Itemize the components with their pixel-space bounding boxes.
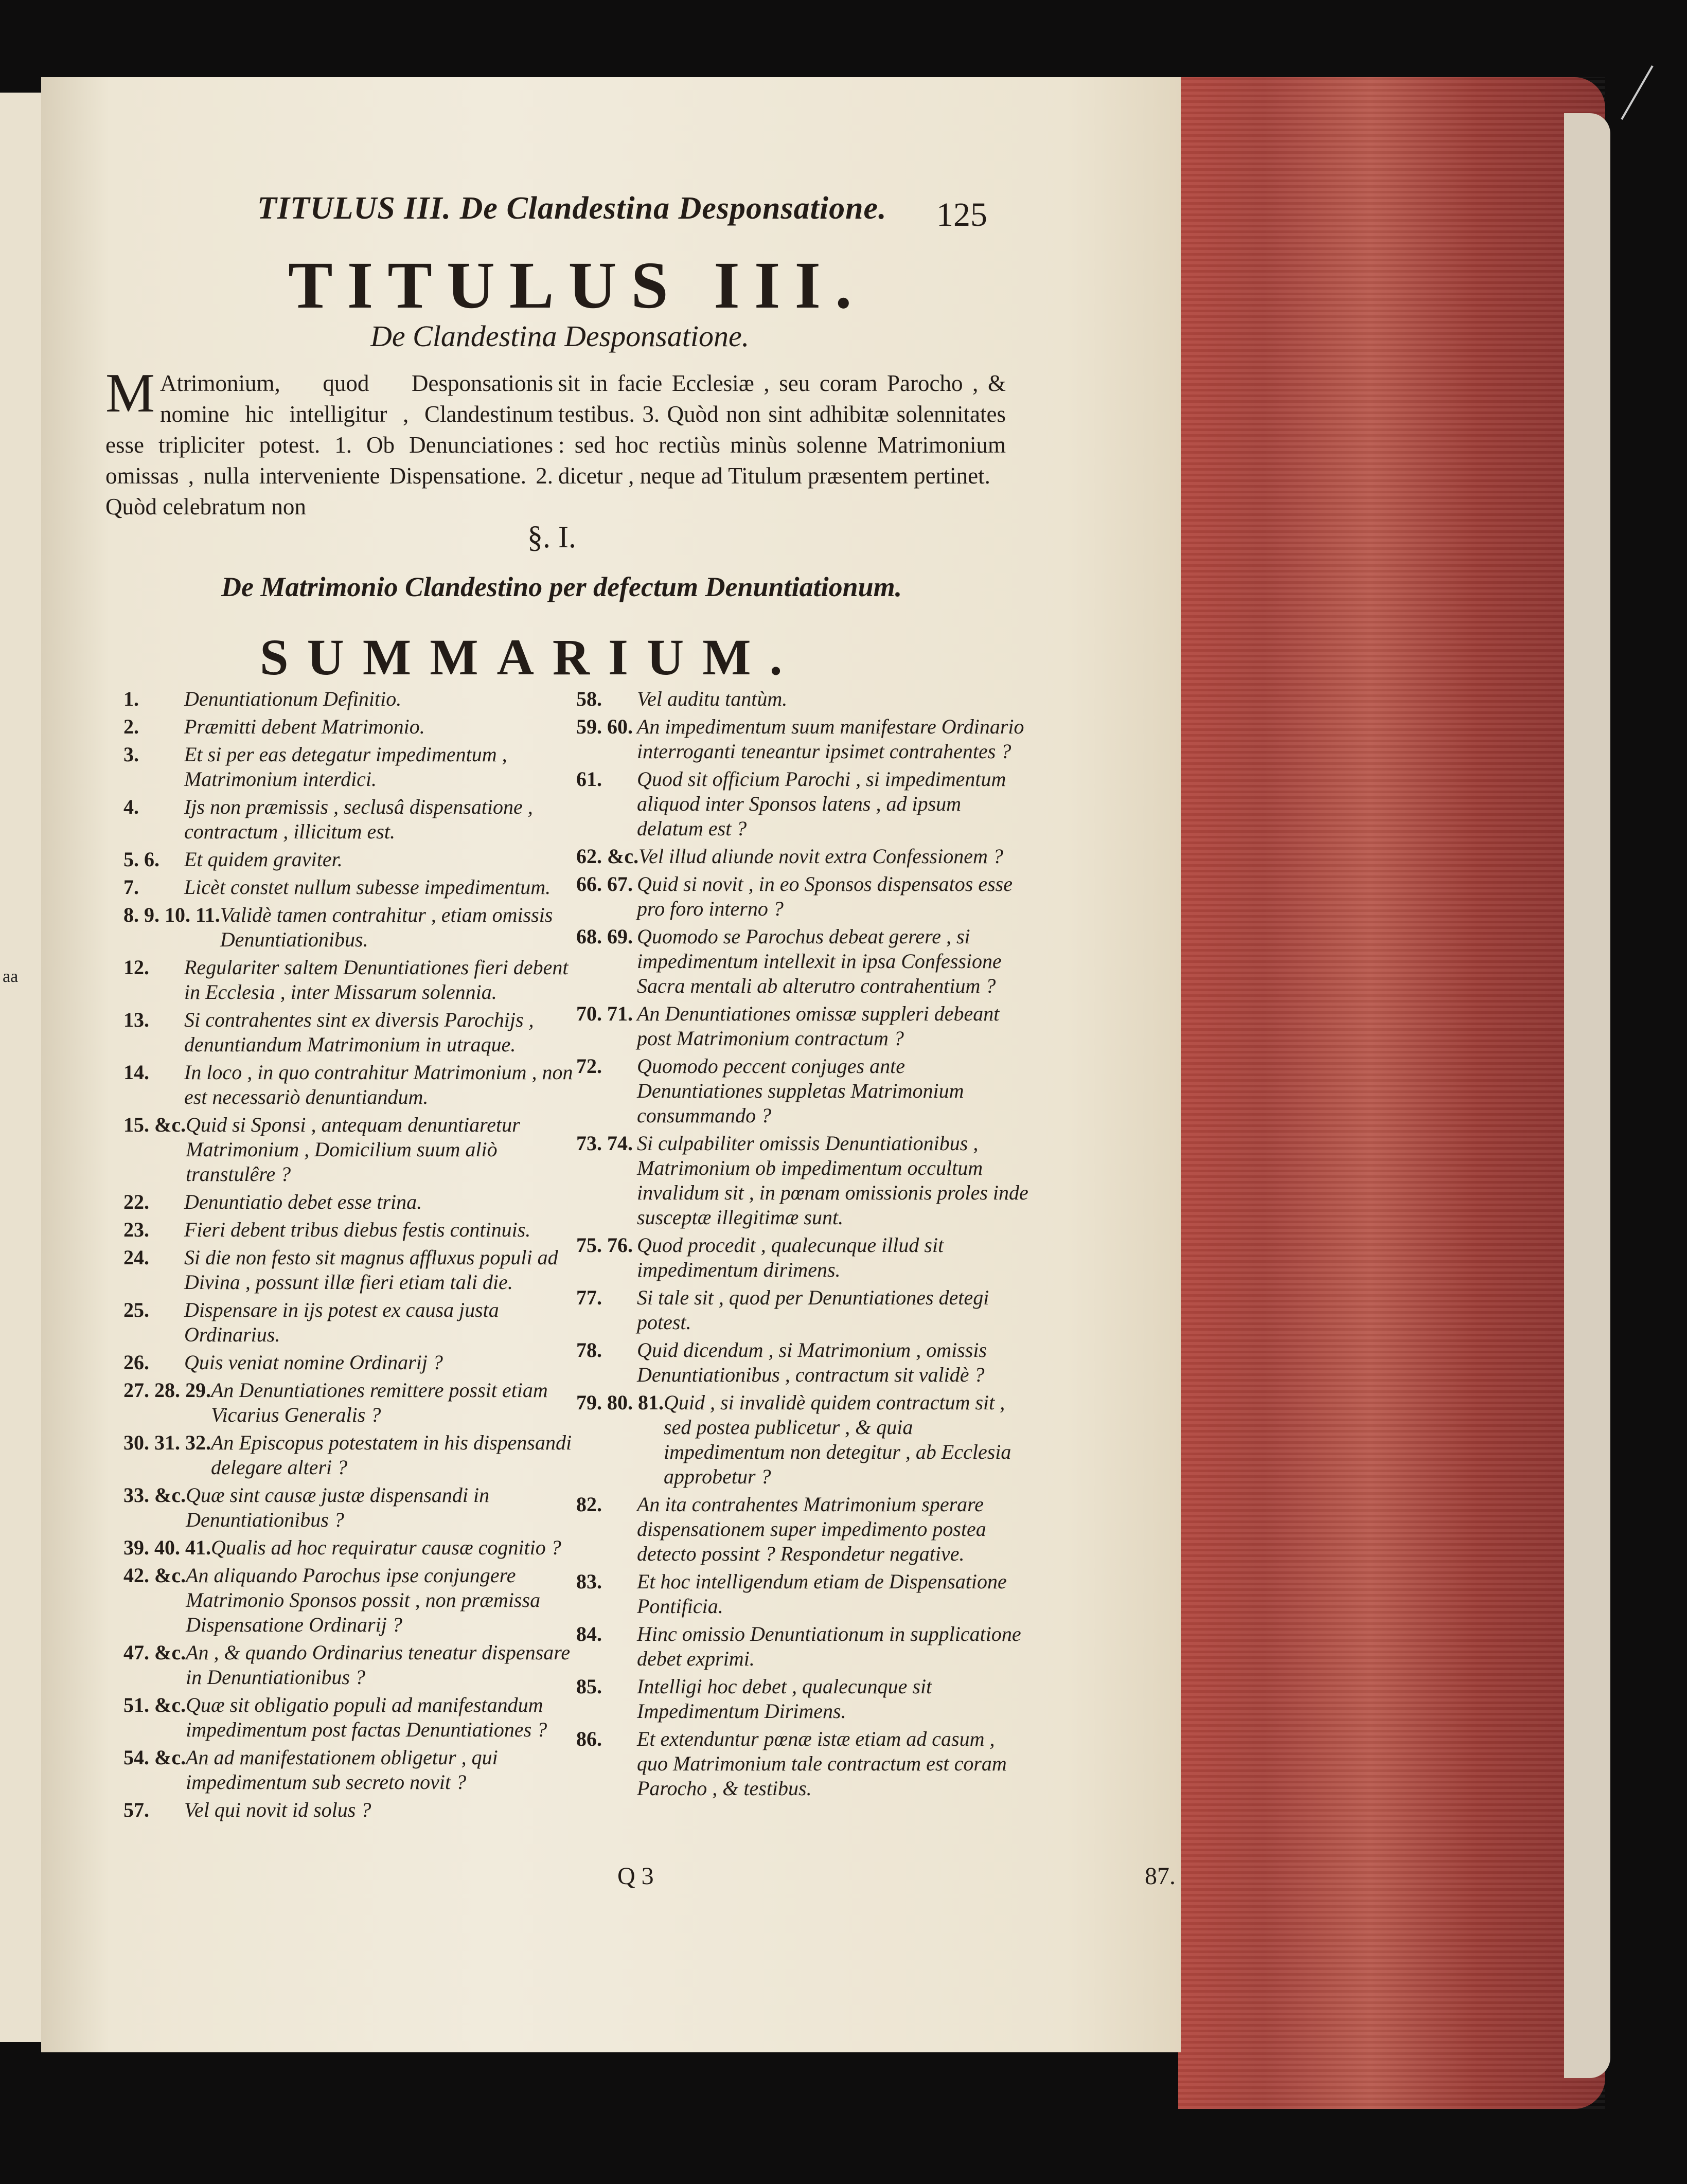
summary-entry bbox=[123, 742, 576, 792]
summary-entry-number: 33. &c. bbox=[123, 1483, 186, 1507]
summary-entry bbox=[123, 1060, 576, 1109]
summary-entry bbox=[576, 1001, 1029, 1051]
summary-entry bbox=[576, 767, 1029, 841]
summary-entry bbox=[123, 847, 576, 872]
summary-entry-number: 3. bbox=[123, 743, 139, 766]
summary-entry-number: 57. bbox=[123, 1798, 149, 1821]
summary-entry-text: Qualis ad hoc requiratur causæ cognitio ? bbox=[211, 1536, 561, 1559]
corner-mark bbox=[1621, 65, 1653, 120]
summary-entry-number: 12. bbox=[123, 956, 149, 979]
running-head: TITULUS III. De Clandestina Desponsatione. bbox=[257, 191, 887, 226]
book-cover-edge bbox=[1564, 113, 1610, 2078]
summary-entry bbox=[576, 1054, 1029, 1128]
summary-entry bbox=[576, 1338, 1029, 1387]
summarium-heading: SUMMARIUM. bbox=[260, 629, 801, 686]
summary-entry-number: 84. bbox=[576, 1622, 602, 1645]
summary-entry bbox=[576, 1233, 1029, 1282]
summary-entry-number: 54. &c. bbox=[123, 1746, 186, 1769]
summary-entry-text: Regulariter saltem Denuntiationes fieri debent in Ecclesia , inter Missarum solennia. bbox=[184, 956, 569, 1004]
summary-entry-number: 68. 69. bbox=[576, 925, 633, 948]
summary-entry-number: 77. bbox=[576, 1286, 602, 1309]
summary-entry-number: 61. bbox=[576, 767, 602, 791]
summary-entry bbox=[576, 714, 1029, 764]
summary-entry-text: Dispensare in ijs potest ex causa justa Ordinarius. bbox=[184, 1298, 499, 1346]
summary-entry-number: 59. 60. bbox=[576, 715, 633, 738]
summary-entry bbox=[123, 1113, 576, 1187]
summary-entry bbox=[123, 1483, 576, 1532]
paragraph-mark: §. I. bbox=[527, 520, 576, 554]
summary-column-left bbox=[123, 687, 576, 1825]
summary-entry-text: Quid si novit , in eo Sponsos dispensatos esse pro foro interno ? bbox=[637, 872, 1013, 920]
summary-entry-text: Quod sit officium Parochi , si impedimentum aliquod inter Sponsos latens , ad ipsum delatum est ? bbox=[637, 767, 1006, 840]
summary-entry-number: 66. 67. bbox=[576, 872, 633, 896]
summary-entry-text: An aliquando Parochus ipse conjungere Matrimonio Sponsos possit , non præmissa Dispensatione Ordinarij ? bbox=[186, 1564, 541, 1636]
summary-entry-text: Quid dicendum , si Matrimonium , omissis Denuntiationibus , contractum sit validè ? bbox=[637, 1338, 987, 1386]
summary-entry-number: 13. bbox=[123, 1008, 149, 1031]
summary-entry-text: Si tale sit , quod per Denuntiationes detegi potest. bbox=[637, 1286, 989, 1334]
intro-paragraph-left bbox=[105, 363, 553, 522]
summary-entry bbox=[123, 1693, 576, 1742]
summary-entry-number: 1. bbox=[123, 687, 139, 710]
summary-entry-number: 72. bbox=[576, 1054, 602, 1078]
summary-entry-text: An Episcopus potestatem in his dispensandi delegare alteri ? bbox=[211, 1431, 572, 1479]
summary-entry bbox=[123, 1190, 576, 1214]
summary-entry-number: 51. &c. bbox=[123, 1693, 186, 1716]
summary-entry-text: Quomodo se Parochus debeat gerere , si impedimentum intellexit in ipsa Confessione Sacra mentali ab alterutro contrahentium ? bbox=[637, 925, 1002, 997]
summary-entry bbox=[123, 687, 576, 711]
summary-entry-number: 27. 28. 29. bbox=[123, 1379, 211, 1402]
summary-entry-number: 78. bbox=[576, 1338, 602, 1362]
summary-entry-text: Vel qui novit id solus ? bbox=[184, 1798, 371, 1821]
signature-mark: Q 3 bbox=[617, 1863, 654, 1890]
summary-entry-text: In loco , in quo contrahitur Matrimonium , non est necessariò denuntiandum. bbox=[184, 1061, 573, 1108]
summary-entry-number: 24. bbox=[123, 1246, 149, 1269]
summary-entry bbox=[123, 1745, 576, 1795]
summary-entry-number: 39. 40. 41. bbox=[123, 1536, 211, 1559]
summary-entry-text: An Denuntiationes omissæ suppleri debeant post Matrimonium contractum ? bbox=[637, 1002, 1000, 1050]
summary-entry-number: 8. 9. 10. 11. bbox=[123, 903, 220, 926]
intro-paragraph-right: sit in facie Ecclesiæ , seu coram Parocho , & testibus. 3. Quòd non sint adhibitæ solennitates : sed hoc rectiùs minùs solenne Matrimonium dicetur , neque ad Titulum præsentem pertinet. bbox=[558, 370, 1006, 489]
summary-entry-number: 23. bbox=[123, 1218, 149, 1241]
summary-entry-text: Quomodo peccent conjuges ante Denuntiationes suppletas Matrimonium consummando ? bbox=[637, 1054, 964, 1127]
summary-entry bbox=[576, 924, 1029, 998]
summary-entry-number: 4. bbox=[123, 795, 139, 818]
summary-entry-text: Denuntiationum Definitio. bbox=[184, 687, 402, 710]
summary-entry-text: Quæ sit obligatio populi ad manifestandum impedimentum post factas Denuntiationes ? bbox=[186, 1693, 547, 1741]
summary-entry-number: 26. bbox=[123, 1351, 149, 1374]
summary-entry-text: Si contrahentes sint ex diversis Parochijs , denuntiandum Matrimonium in utraque. bbox=[184, 1008, 534, 1056]
summary-entry bbox=[576, 1727, 1029, 1801]
summary-entry-number: 62. &c. bbox=[576, 845, 639, 868]
summary-entry-number: 86. bbox=[576, 1727, 602, 1750]
summary-entry-text: Et extenduntur pœnæ istæ etiam ad casum , quo Matrimonium tale contractum est coram Parocho , & testibus. bbox=[637, 1727, 1007, 1800]
summary-entry bbox=[123, 1298, 576, 1347]
book-fore-edge bbox=[1178, 77, 1605, 2109]
summary-entry-number: 5. 6. bbox=[123, 848, 159, 871]
page-title: TITULUS III. bbox=[288, 248, 866, 323]
summary-entry-text: Validè tamen contrahitur , etiam omissis Denuntiationibus. bbox=[220, 903, 553, 951]
summary-entry-text: An ita contrahentes Matrimonium sperare dispensationem super impedimento postea detecto possint ? Respondetur negative. bbox=[637, 1493, 986, 1565]
summary-entry-text: Vel auditu tantùm. bbox=[637, 687, 788, 710]
summary-entry-text: Et si per eas detegatur impedimentum , Matrimonium interdici. bbox=[184, 743, 507, 791]
summary-entry bbox=[123, 1535, 576, 1560]
summary-entry-number: 73. 74. bbox=[576, 1132, 633, 1155]
summary-entry bbox=[123, 1245, 576, 1295]
summary-entry-text: An ad manifestationem obligetur , qui impedimentum sub secreto novit ? bbox=[186, 1746, 498, 1794]
summary-entry bbox=[576, 872, 1029, 921]
summary-entry-text: Ijs non præmissis , seclusâ dispensatione , contractum , illicitum est. bbox=[184, 795, 533, 843]
summary-entry bbox=[123, 955, 576, 1005]
summary-entry-text: Quid si Sponsi , antequam denuntiaretur Matrimonium , Domicilium suum aliò transtulêre ? bbox=[186, 1113, 520, 1186]
summary-entry bbox=[123, 1378, 576, 1427]
summary-entry bbox=[576, 687, 1029, 711]
summary-entry-number: 15. &c. bbox=[123, 1113, 186, 1136]
summary-entry-text: Quod procedit , qualecunque illud sit impedimentum dirimens. bbox=[637, 1233, 944, 1281]
summary-entry bbox=[123, 1640, 576, 1690]
summary-entry-text: Præmitti debent Matrimonio. bbox=[184, 715, 425, 738]
summary-entry-text: An Denuntiationes remittere possit etiam Vicarius Generalis ? bbox=[211, 1379, 548, 1426]
summary-entry-number: 42. &c. bbox=[123, 1564, 186, 1587]
drop-cap: M bbox=[105, 363, 155, 424]
summary-entry bbox=[576, 1569, 1029, 1619]
summary-entry-text: Intelligi hoc debet , qualecunque sit Impedimentum Dirimens. bbox=[637, 1675, 932, 1723]
summary-entry-text: Et hoc intelligendum etiam de Dispensatione Pontificia. bbox=[637, 1570, 1007, 1618]
summary-entry-number: 22. bbox=[123, 1190, 149, 1213]
summary-entry-number: 25. bbox=[123, 1298, 149, 1321]
summary-entry-text: Quis veniat nomine Ordinarij ? bbox=[184, 1351, 443, 1374]
summary-entry bbox=[123, 1563, 576, 1637]
summary-entry-number: 7. bbox=[123, 875, 139, 899]
summary-entry bbox=[123, 875, 576, 900]
page-subtitle: De Clandestina Desponsatione. bbox=[370, 319, 750, 353]
summary-entry-number: 82. bbox=[576, 1493, 602, 1516]
summary-entry-text: Hinc omissio Denuntiationum in supplicatione debet exprimi. bbox=[637, 1622, 1021, 1670]
summary-entry bbox=[123, 1798, 576, 1822]
summary-entry bbox=[576, 1390, 1029, 1489]
summary-entry-number: 58. bbox=[576, 687, 602, 710]
summary-entry bbox=[123, 1218, 576, 1242]
summary-entry bbox=[576, 1674, 1029, 1724]
summary-entry-text: Si die non festo sit magnus affluxus populi ad Divina , possunt illæ fieri etiam tali die. bbox=[184, 1246, 558, 1294]
summary-entry-number: 30. 31. 32. bbox=[123, 1431, 211, 1454]
summary-entry-number: 85. bbox=[576, 1675, 602, 1698]
section-title: De Matrimonio Clandestino per defectum Denuntiationum. bbox=[221, 571, 902, 602]
summary-entry-text: Quid , si invalidè quidem contractum sit , sed postea publicetur , & quia impedimentum non detegitur , ab Ecclesia approbetur ? bbox=[664, 1391, 1011, 1488]
summary-entry bbox=[576, 1285, 1029, 1335]
summary-entry-number: 47. &c. bbox=[123, 1641, 186, 1664]
summary-entry bbox=[576, 844, 1029, 869]
summary-entry bbox=[123, 1430, 576, 1480]
summary-entry-number: 14. bbox=[123, 1061, 149, 1084]
catchword: 87. bbox=[1145, 1863, 1176, 1890]
summary-entry-number: 75. 76. bbox=[576, 1233, 633, 1257]
summary-entry-text: Quæ sint causæ justæ dispensandi in Denuntiationibus ? bbox=[186, 1483, 490, 1531]
summary-entry-text: Si culpabiliter omissis Denuntiationibus , Matrimonium ob impedimentum occultum invalidum sit , in pœnam omissionis proles inde susceptæ illegitimæ sunt. bbox=[637, 1132, 1028, 1229]
summary-entry bbox=[576, 1131, 1029, 1230]
page-number: 125 bbox=[936, 196, 987, 234]
summary-entry bbox=[123, 1350, 576, 1375]
summary-entry bbox=[123, 1008, 576, 1057]
intro-left-text: Atrimonium, quod Desponsationis nomine hic intelligitur , Clandestinum esse tripliciter potest. 1. Ob Denunciationes omissas , nulla interveniente Dispensatione. 2. Quòd celebratum non bbox=[105, 370, 553, 520]
summary-entry bbox=[123, 714, 576, 739]
summary-entry-text: An , & quando Ordinarius teneatur dispensare in Denuntiationibus ? bbox=[186, 1641, 571, 1689]
facing-page-fragment: aa bbox=[3, 967, 19, 986]
summary-entry bbox=[123, 903, 576, 952]
facing-page-edge bbox=[0, 93, 46, 2042]
summary-entry-number: 70. 71. bbox=[576, 1002, 633, 1025]
summary-entry-number: 83. bbox=[576, 1570, 602, 1593]
summary-entry bbox=[123, 795, 576, 844]
summary-entry-text: Denuntiatio debet esse trina. bbox=[184, 1190, 422, 1213]
summary-entry-number: 79. 80. 81. bbox=[576, 1391, 664, 1414]
summary-entry-text: Vel illud aliunde novit extra Confessionem ? bbox=[638, 845, 1003, 868]
summary-entry-text: Et quidem graviter. bbox=[184, 848, 343, 871]
summary-entry-text: An impedimentum suum manifestare Ordinario interroganti teneantur ipsimet contrahentes ? bbox=[637, 715, 1024, 763]
summary-entry bbox=[576, 1622, 1029, 1671]
summary-entry-text: Licèt constet nullum subesse impedimentum. bbox=[184, 875, 551, 899]
summary-column-right bbox=[576, 687, 1029, 1804]
summary-entry-text: Fieri debent tribus diebus festis continuis. bbox=[184, 1218, 531, 1241]
summary-entry-number: 2. bbox=[123, 715, 139, 738]
summary-entry bbox=[576, 1492, 1029, 1566]
